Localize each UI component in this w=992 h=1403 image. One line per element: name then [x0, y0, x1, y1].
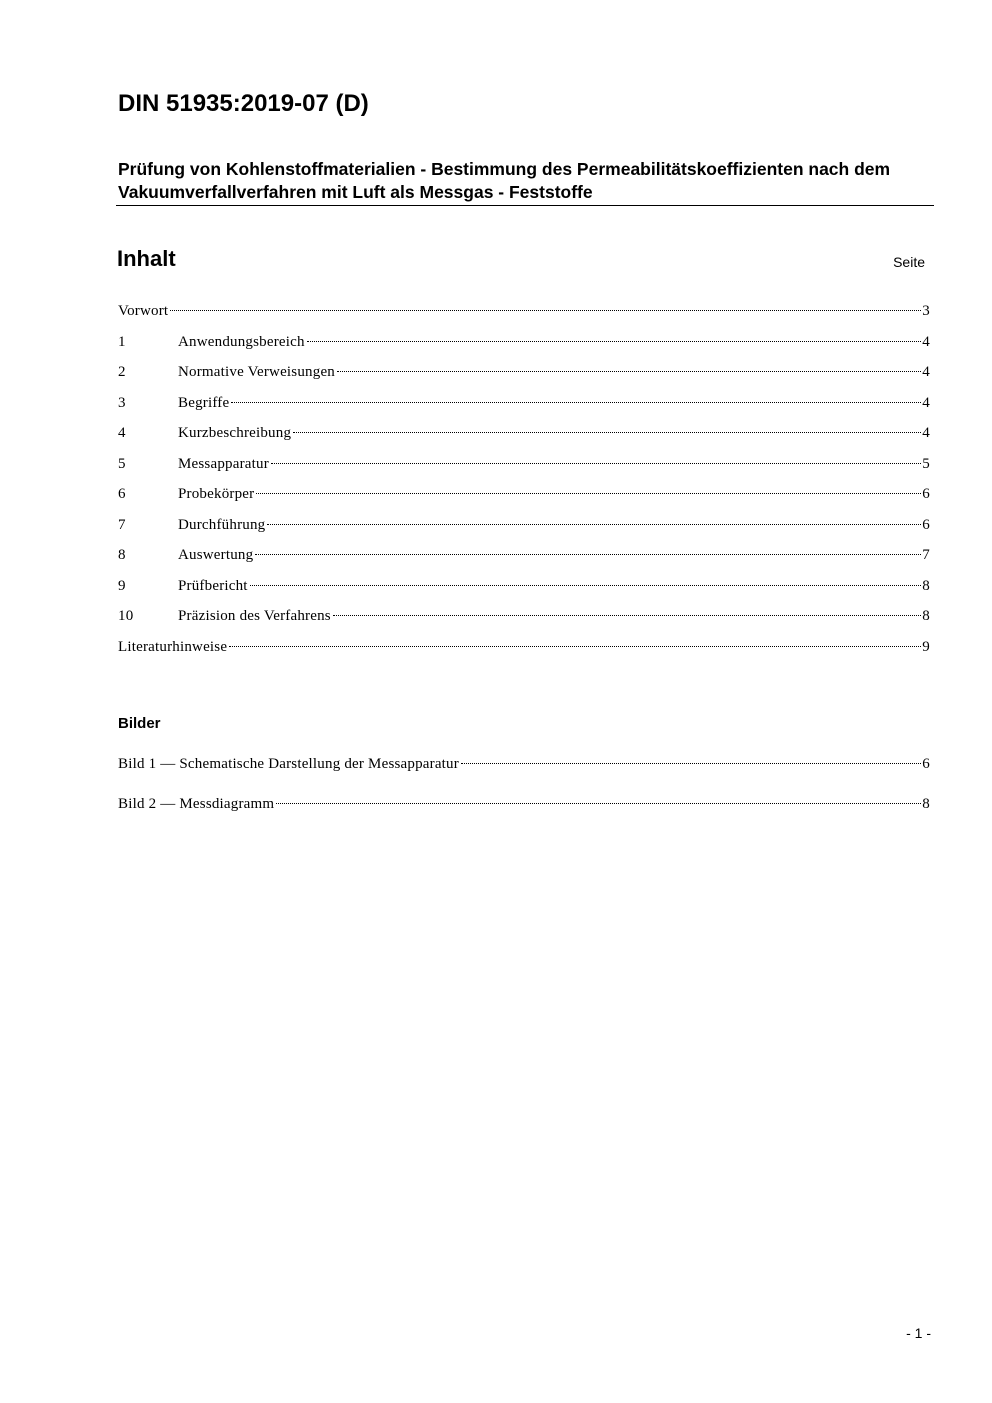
toc-entry-10[interactable]	[118, 606, 930, 637]
toc-entry-title: Präzision des Verfahrens	[178, 608, 331, 624]
toc-entry-number: 6	[118, 486, 126, 502]
figures-list	[118, 754, 930, 834]
dot-leader	[333, 615, 921, 616]
dot-leader	[307, 341, 922, 342]
figure-entry-2[interactable]	[118, 794, 930, 834]
title-divider	[116, 205, 934, 206]
toc-entry-4[interactable]	[118, 423, 930, 454]
toc-entry-number: 5	[118, 455, 126, 472]
toc-entry-number: 1	[118, 333, 126, 350]
figure-entry-page: 8	[922, 796, 930, 812]
dot-leader	[276, 803, 921, 804]
toc-entry-page: 4	[922, 333, 930, 350]
dot-leader	[250, 585, 922, 586]
toc-entry-number: 4	[118, 425, 126, 441]
dot-leader	[231, 402, 921, 403]
toc-entry-literaturhinweise[interactable]	[118, 637, 930, 668]
toc-entry-page: 9	[922, 638, 930, 655]
toc-entry-5[interactable]	[118, 454, 930, 485]
toc-entry-number: 10	[118, 608, 134, 624]
dot-leader	[461, 763, 921, 764]
toc-entry-page: 5	[922, 455, 930, 472]
dot-leader	[271, 463, 921, 464]
toc-entry-title: Auswertung	[178, 547, 254, 563]
toc-entry-3[interactable]	[118, 393, 930, 424]
toc-entry-title: Messapparatur	[178, 455, 269, 472]
toc-entry-page: 3	[922, 303, 930, 319]
toc-entry-title: Anwendungsbereich	[178, 333, 305, 350]
toc-entry-title: Literaturhinweise	[118, 638, 228, 655]
toc-entry-title: Begriffe	[178, 394, 230, 411]
figure-entry-title: Bild 2 — Messdiagramm	[118, 796, 275, 812]
toc-entry-8[interactable]	[118, 545, 930, 576]
toc-heading: Inhalt	[117, 246, 176, 271]
toc-list	[118, 301, 930, 667]
document-title: Prüfung von Kohlenstoffmaterialien - Bestimmung des Permeabilitätskoeffizienten nach dem Vakuumverfallverfahren mit Luft als Messgas - Feststoffe	[118, 159, 891, 202]
toc-entry-6[interactable]	[118, 484, 930, 515]
dot-leader	[337, 371, 921, 372]
toc-entry-title: Prüfbericht	[178, 577, 248, 594]
toc-entry-page: 7	[922, 547, 930, 563]
toc-entry-page: 4	[922, 394, 930, 411]
toc-entry-9[interactable]	[118, 576, 930, 607]
toc-entry-number: 3	[118, 394, 126, 411]
dot-leader	[267, 524, 921, 525]
toc-entry-page: 8	[922, 577, 930, 594]
dot-leader	[256, 493, 921, 494]
toc-entry-number: 8	[118, 547, 126, 563]
toc-entry-page: 6	[922, 516, 930, 533]
toc-entry-title: Probekörper	[178, 486, 255, 502]
toc-entry-7[interactable]	[118, 515, 930, 546]
dot-leader	[170, 310, 921, 311]
figure-entry-title: Bild 1 — Schematische Darstellung der Messapparatur	[118, 756, 459, 772]
toc-entry-page: 4	[922, 364, 930, 380]
figure-entry-1[interactable]	[118, 754, 930, 794]
dot-leader	[293, 432, 921, 433]
toc-entry-title: Kurzbeschreibung	[178, 425, 292, 441]
page-number: - 1 -	[906, 1325, 931, 1341]
page-column-label: Seite	[893, 254, 925, 270]
toc-entry-vorwort[interactable]	[118, 301, 930, 332]
dot-leader	[255, 554, 921, 555]
toc-entry-title: Normative Verweisungen	[178, 364, 336, 380]
toc-entry-page: 6	[922, 486, 930, 502]
toc-entry-number: 2	[118, 364, 126, 380]
document-id: DIN 51935:2019-07 (D)	[118, 90, 369, 117]
toc-entry-1[interactable]	[118, 332, 930, 363]
toc-entry-page: 8	[922, 608, 930, 624]
dot-leader	[229, 646, 921, 647]
toc-entry-title: Vorwort	[118, 303, 169, 319]
toc-entry-page: 4	[922, 425, 930, 441]
toc-entry-2[interactable]	[118, 362, 930, 393]
toc-entry-number: 7	[118, 516, 126, 533]
figures-heading: Bilder	[118, 715, 161, 732]
toc-entry-number: 9	[118, 577, 126, 594]
toc-entry-title: Durchführung	[178, 516, 266, 533]
figure-entry-page: 6	[922, 756, 930, 772]
